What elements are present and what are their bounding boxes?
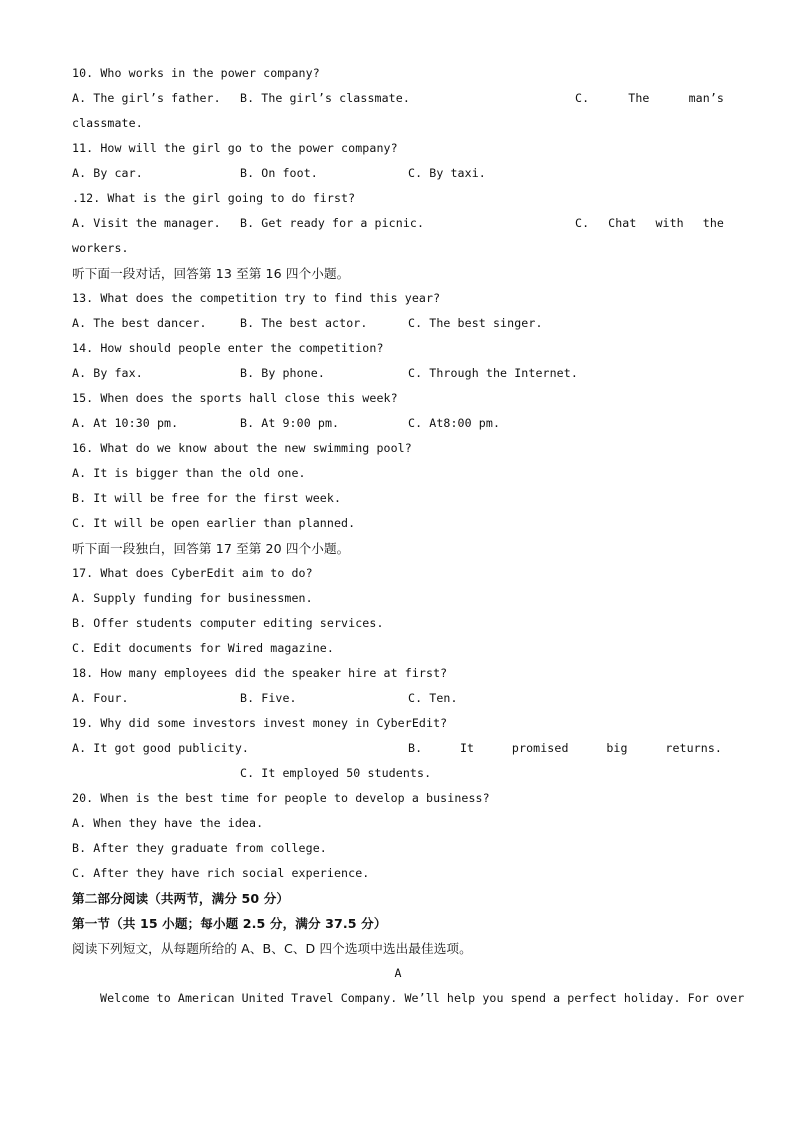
question-10-stem: 10. Who works in the power company? (72, 66, 320, 80)
question-19-options (72, 736, 724, 761)
reading-instruction: 阅读下列短文，从每题所给的 A、B、C、D 四个选项中选出最佳选项。 (72, 941, 472, 956)
option-a: A. When they have the idea. (72, 816, 264, 830)
option-a: A. By car. (72, 166, 143, 180)
option-c: C. It will be open earlier than planned. (72, 516, 356, 530)
option-a: A. It is bigger than the old one. (72, 466, 306, 480)
option-b: B. At 9:00 pm. (240, 416, 340, 430)
option-b: B. By phone. (240, 366, 325, 380)
question-10-options (72, 86, 724, 111)
option-a: A. Visit the manager. (72, 216, 221, 230)
option-c: C. By taxi. (408, 166, 486, 180)
option-c: C. After they have rich social experience. (72, 866, 370, 880)
option-a: A. The best dancer. (72, 316, 207, 330)
option-b: B. Five. (240, 691, 297, 705)
option-c: C. Edit documents for Wired magazine. (72, 641, 334, 655)
question-11-options (72, 161, 724, 186)
question-12-options (72, 211, 724, 236)
passage-first-line: Welcome to American United Travel Company. We’ll help you spend a perfect holiday. For over (100, 991, 745, 1005)
option-b: B. It will be free for the first week. (72, 491, 342, 505)
option-a: A. It got good publicity. (72, 741, 250, 755)
option-b: B. On foot. (240, 166, 318, 180)
option-a: A. At 10:30 pm. (72, 416, 179, 430)
exam-page (72, 61, 745, 1011)
question-12-stem: .12. What is the girl going to do first? (72, 191, 356, 205)
question-14-stem: 14. How should people enter the competition? (72, 341, 384, 355)
question-16-stem: 16. What do we know about the new swimming pool? (72, 441, 412, 455)
question-19-option-c-row (72, 761, 724, 786)
question-15-options (72, 411, 724, 436)
question-11-stem: 11. How will the girl go to the power company? (72, 141, 398, 155)
option-b: B. It promised big returns. (408, 741, 722, 755)
option-c: C. The best singer. (408, 316, 543, 330)
option-a: A. The girl’s father. (72, 91, 221, 105)
option-c: C. The man’s (575, 91, 724, 105)
part-2-title: 第二部分阅读（共两节，满分 50 分） (72, 891, 290, 906)
option-c: C. Ten. (408, 691, 458, 705)
question-18-options (72, 686, 724, 711)
option-a: A. Supply funding for businessmen. (72, 591, 313, 605)
question-20-stem: 20. When is the best time for people to develop a business? (72, 791, 490, 805)
option-b: B. After they graduate from college. (72, 841, 327, 855)
option-a: A. Four. (72, 691, 129, 705)
section-heading-13-16: 听下面一段对话，回答第 13 至第 16 四个小题。 (72, 266, 350, 281)
option-c: C. It employed 50 students. (240, 766, 432, 780)
question-13-stem: 13. What does the competition try to find this year? (72, 291, 441, 305)
option-b: B. Offer students computer editing services. (72, 616, 384, 630)
option-b: B. The girl’s classmate. (240, 91, 410, 105)
option-c-continuation: workers. (72, 241, 129, 255)
question-13-options (72, 311, 724, 336)
option-c-continuation: classmate. (72, 116, 143, 130)
passage-label: A (394, 966, 402, 980)
option-a: A. By fax. (72, 366, 143, 380)
option-c: C. Chat with the (575, 216, 724, 230)
question-15-stem: 15. When does the sports hall close this week? (72, 391, 398, 405)
question-19-stem: 19. Why did some investors invest money in CyberEdit? (72, 716, 448, 730)
option-c: C. Through the Internet. (408, 366, 578, 380)
question-17-stem: 17. What does CyberEdit aim to do? (72, 566, 313, 580)
option-c: C. At8:00 pm. (408, 416, 501, 430)
option-b: B. Get ready for a picnic. (240, 216, 425, 230)
section-heading-17-20: 听下面一段独白，回答第 17 至第 20 四个小题。 (72, 541, 350, 556)
section-1-title: 第一节（共 15 小题；每小题 2.5 分，满分 37.5 分） (72, 916, 387, 931)
option-b: B. The best actor. (240, 316, 368, 330)
question-14-options (72, 361, 724, 386)
question-18-stem: 18. How many employees did the speaker hire at first? (72, 666, 448, 680)
